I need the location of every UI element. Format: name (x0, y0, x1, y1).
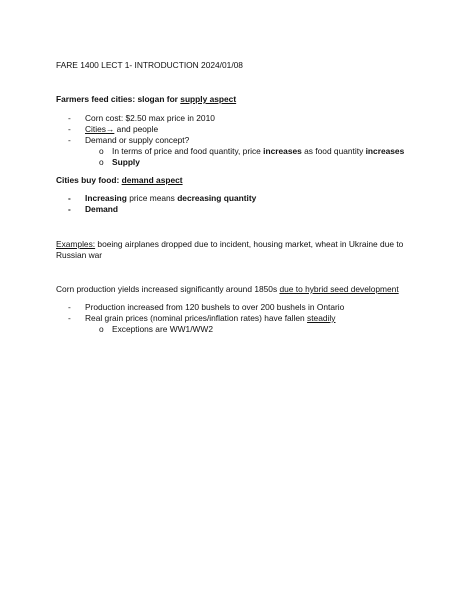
section2-heading-text: Cities buy food: (56, 175, 122, 185)
section2-item1-bold-a: Increasing (85, 193, 127, 203)
section1-heading-underlined: supply aspect (180, 94, 237, 104)
sub1-text-b: as food quantity (301, 146, 366, 156)
section2-dash-2: - (68, 204, 71, 214)
section1-sub-bullet-1: o (99, 146, 104, 156)
section3-dash-1: - (68, 302, 71, 312)
section1-item-2 (85, 124, 158, 135)
section3-item2-underlined: steadily (307, 313, 336, 323)
section3-line-underlined: due to hybrid seed development (279, 284, 399, 294)
section3-item2-text: Real grain prices (nominal prices/inflation rates) have fallen (85, 313, 308, 323)
section2-heading (56, 175, 183, 186)
sub1-bold-b: increases (365, 146, 405, 156)
section1-heading (56, 94, 236, 105)
section1-item-3: Demand or supply concept? (85, 135, 190, 145)
sub1-text-a: In terms of price and food quantity, price (112, 146, 264, 156)
and-people-text: and people (114, 124, 159, 134)
document-header: FARE 1400 LECT 1- INTRODUCTION 2024/01/08 (56, 60, 243, 70)
arrow-right-icon: → (105, 124, 115, 134)
examples-label: Examples: (56, 239, 96, 249)
section3-dash-2: - (68, 313, 71, 323)
section1-dash-2: - (68, 124, 71, 134)
section2-item-2: Demand (85, 204, 119, 214)
section2-item1-bold-b: decreasing quantity (177, 193, 257, 203)
section2-item1-text: price means (126, 193, 178, 203)
section2-item-1 (85, 193, 256, 204)
section1-sub-bullet-2: o (99, 157, 104, 167)
cities-text: Cities (85, 124, 106, 134)
section3-sub-item-1: Exceptions are WW1/WW2 (112, 324, 213, 334)
section1-item-1: Corn cost: $2.50 max price in 2010 (85, 113, 215, 123)
section1-dash-1: - (68, 113, 71, 123)
section2-heading-underlined: demand aspect (121, 175, 183, 185)
section1-sub-item-1 (112, 146, 404, 157)
section1-dash-3: - (68, 135, 71, 145)
examples-paragraph (56, 239, 416, 261)
section3-line-text: Corn production yields increased significantly around 1850s (56, 284, 280, 294)
sub1-bold-a: increases (263, 146, 302, 156)
section3-sub-bullet-1: o (99, 324, 104, 334)
section1-sub-item-2: Supply (112, 157, 140, 167)
section2-dash-1: - (68, 193, 71, 203)
examples-text: boeing airplanes dropped due to incident, housing market, wheat in Ukraine due to Russian war (56, 239, 404, 260)
section3-line (56, 284, 399, 295)
section3-item-2 (85, 313, 335, 324)
section1-heading-text: Farmers feed cities: slogan for (56, 94, 181, 104)
section3-item-1: Production increased from 120 bushels to over 200 bushels in Ontario (85, 302, 345, 312)
